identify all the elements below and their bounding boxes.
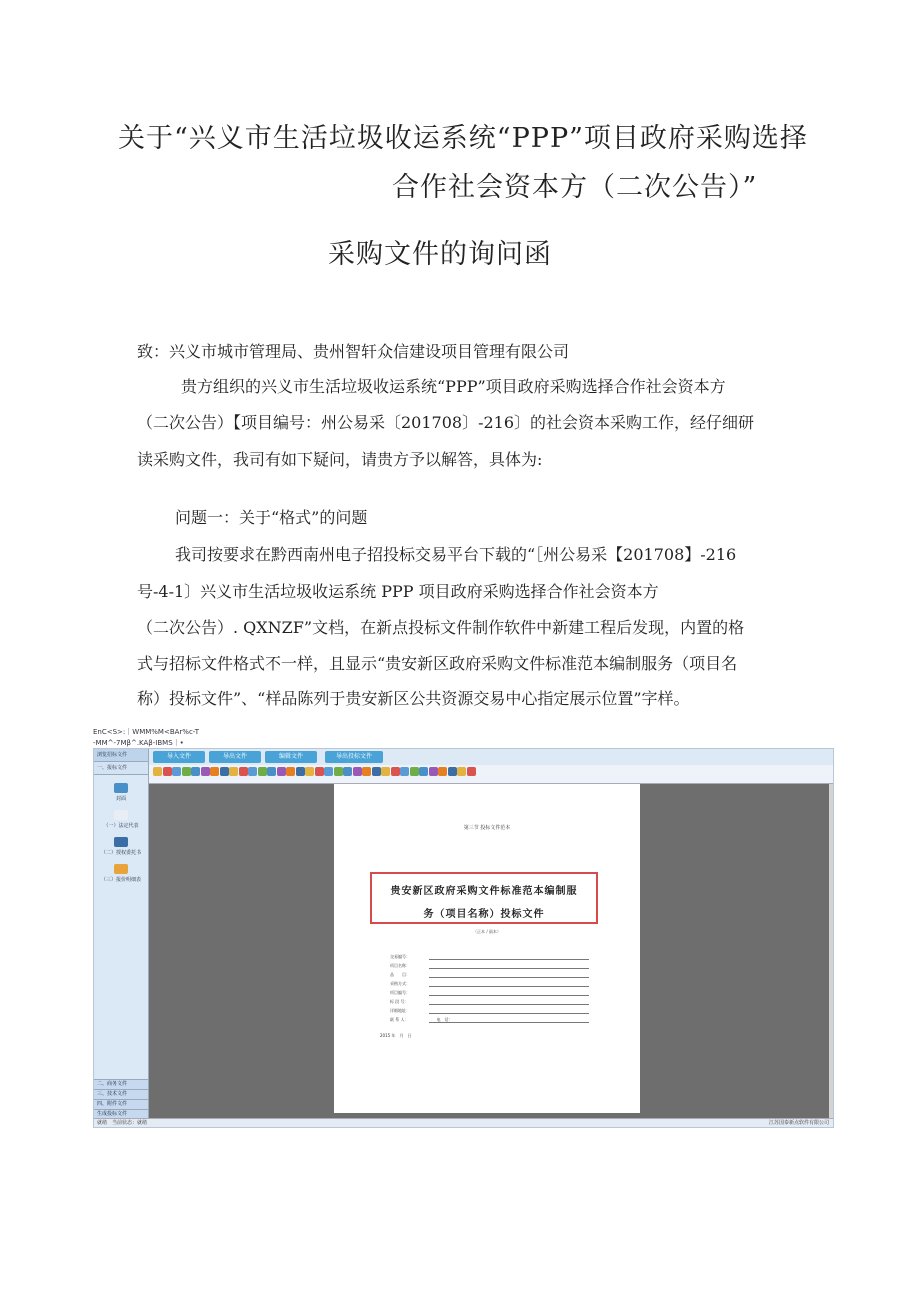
toolbar-tool-icon[interactable] <box>381 767 390 776</box>
toolbar-tool-icon[interactable] <box>391 767 400 776</box>
page-field-label: 标 段 号： <box>390 999 409 1004</box>
page-field-label: 联 系 人： 电 话： <box>390 1017 453 1022</box>
toolbar-tool-icon[interactable] <box>191 767 200 776</box>
toolbar <box>149 765 833 784</box>
toolbar-tool-icon[interactable] <box>153 767 162 776</box>
page-date: 2015 年 月 日 <box>380 1033 412 1038</box>
sidebar-item-cover[interactable]: 封面 <box>94 783 148 802</box>
document-page <box>334 784 640 1113</box>
toolbar-tool-icon[interactable] <box>429 767 438 776</box>
title-line-2: 合作社会资本方（二次公告）” <box>392 172 758 203</box>
page-heading-box <box>370 872 598 924</box>
toolbar-tool-icon[interactable] <box>438 767 447 776</box>
page-field-label: 项目名称： <box>390 963 410 968</box>
toolbar-tool-icon[interactable] <box>220 767 229 776</box>
sidebar <box>94 749 149 1119</box>
title-line-3: 采购文件的询问函 <box>328 239 552 270</box>
toolbar-tool-icon[interactable] <box>163 767 172 776</box>
person-icon <box>114 837 128 847</box>
toolbar-tool-icon[interactable] <box>448 767 457 776</box>
toolbar-tool-icon[interactable] <box>372 767 381 776</box>
para1-line2: （二次公告）【项目编号：州公易采〔201708〕-216〕的社会资本采购工作，经仔细研 <box>137 413 755 432</box>
page-heading-line1: 贵安新区政府采购文件标准范本编制服 <box>390 886 578 897</box>
toolbar-tool-icon[interactable] <box>201 767 210 776</box>
page-field-line <box>429 968 589 969</box>
toolbar-tool-icon[interactable] <box>353 767 362 776</box>
toolbar-tool-icon[interactable] <box>410 767 419 776</box>
toolbar-tool-icon[interactable] <box>362 767 371 776</box>
page-field-label: 详细地址： <box>390 1008 410 1013</box>
toolbar-tool-icon[interactable] <box>239 767 248 776</box>
tab-edit[interactable]: 编辑文件 <box>265 751 317 763</box>
page-field-label: 交易编号： <box>390 954 410 959</box>
toolbar-tool-icon[interactable] <box>267 767 276 776</box>
toolbar-tool-icon[interactable] <box>324 767 333 776</box>
sidebar-bottom-generate[interactable]: 生成投标文件 <box>94 1109 148 1119</box>
toolbar-tool-icon[interactable] <box>305 767 314 776</box>
screenshot-caption-2: -MM^-7Mβ^.KAβ-IBMS｜• <box>93 739 184 747</box>
page-field-label: 品 目： <box>390 972 410 977</box>
page-field-line <box>429 1013 589 1014</box>
toolbar-tool-icon[interactable] <box>457 767 466 776</box>
person-icon <box>114 864 128 874</box>
document-icon <box>114 810 128 820</box>
page-field-line <box>429 977 589 978</box>
toolbar-tool-icon[interactable] <box>258 767 267 776</box>
document-canvas <box>149 784 829 1119</box>
question1-title: 问题一：关于“格式”的问题 <box>175 508 368 527</box>
sidebar-header: 浏览招标文件 <box>94 749 148 762</box>
title-line-1: 关于“兴义市生活垃圾收运系统“PPP”项目政府采购选择 <box>118 123 808 154</box>
addressee: 致：兴义市城市管理局、贵州智轩众信建设项目管理有限公司 <box>137 342 570 361</box>
para1-line1: 贵方组织的兴义市生活垃圾收运系统“PPP”项目政府采购选择合作社会资本方 <box>181 377 726 396</box>
page-field-label: 项目编号： <box>390 990 410 995</box>
sidebar-bottom-technical[interactable]: 三、技术文件 <box>94 1089 148 1099</box>
toolbar-tool-icon[interactable] <box>248 767 257 776</box>
page-field-line <box>429 1022 589 1023</box>
sidebar-bottom-attachments[interactable]: 四、附件文件 <box>94 1099 148 1109</box>
tab-bar <box>149 749 833 765</box>
toolbar-tool-icon[interactable] <box>400 767 409 776</box>
question1-line5: 称）投标文件”、“样品陈列于贵安新区公共资源交易中心指定展示位置”字样。 <box>137 689 690 708</box>
page-field-line <box>429 986 589 987</box>
vertical-scrollbar[interactable] <box>829 784 833 1119</box>
tab-import[interactable]: 导入文件 <box>153 751 205 763</box>
toolbar-tool-icon[interactable] <box>343 767 352 776</box>
question1-line4: 式与招标文件格式不一样，且显示“贵安新区政府采购文件标准范本编制服务（项目名 <box>137 654 738 673</box>
toolbar-tool-icon[interactable] <box>182 767 191 776</box>
para1-line3: 读采购文件，我司有如下疑问，请贵方予以解答，具体为: <box>137 450 543 469</box>
page-field-line <box>429 995 589 996</box>
toolbar-tool-icon[interactable] <box>315 767 324 776</box>
question1-line3: （二次公告）. QXNZF”文档，在新点投标文件制作软件中新建工程后发现，内置的格 <box>137 618 745 637</box>
software-screenshot <box>93 748 834 1128</box>
status-right: 江苏国泰新点软件有限公司 <box>768 1120 829 1126</box>
sidebar-bottom-business[interactable]: 二、商务文件 <box>94 1079 148 1089</box>
toolbar-tool-icon[interactable] <box>286 767 295 776</box>
status-left: 就绪 当前状态：就绪 <box>97 1120 148 1126</box>
toolbar-tool-icon[interactable] <box>229 767 238 776</box>
sidebar-item-authorization[interactable]: （二）授权委托书 <box>94 837 148 856</box>
screenshot-caption-1: EnC<S>:｜WMM%M<BAr%c-T <box>93 728 199 736</box>
tab-export[interactable]: 导出文件 <box>209 751 261 763</box>
page-field-line <box>429 1004 589 1005</box>
page-subtitle: （正本 / 副本） <box>473 929 501 934</box>
sidebar-item-legal-rep[interactable]: （一）法定代表 <box>94 810 148 829</box>
toolbar-tool-icon[interactable] <box>419 767 428 776</box>
sidebar-item-price-list[interactable]: （三）报价明细表 <box>94 864 148 883</box>
toolbar-tool-icon[interactable] <box>296 767 305 776</box>
page-section-title: 第三节 投标文件范本 <box>463 825 511 831</box>
status-bar <box>94 1118 833 1127</box>
toolbar-tool-icon[interactable] <box>334 767 343 776</box>
toolbar-tool-icon[interactable] <box>210 767 219 776</box>
toolbar-tool-icon[interactable] <box>467 767 476 776</box>
page-heading-line2: 务（项目名称）投标文件 <box>423 909 545 920</box>
document-icon <box>114 783 128 793</box>
page-field-line <box>429 959 589 960</box>
tab-export-bid[interactable]: 导出投标文件 <box>325 751 383 763</box>
toolbar-tool-icon[interactable] <box>172 767 181 776</box>
question1-line2: 号-4-1〕兴义市生活垃圾收运系统 PPP 项目政府采购选择合作社会资本方 <box>137 582 659 601</box>
sidebar-bottom-menu <box>94 1079 148 1119</box>
question1-line1: 我司按要求在黔西南州电子招投标交易平台下载的“［州公易采【201708】-216 <box>175 545 737 564</box>
toolbar-tool-icon[interactable] <box>277 767 286 776</box>
page-field-label: 采购方式： <box>390 981 410 986</box>
sidebar-subheader: 一、报标文件 <box>94 762 148 775</box>
